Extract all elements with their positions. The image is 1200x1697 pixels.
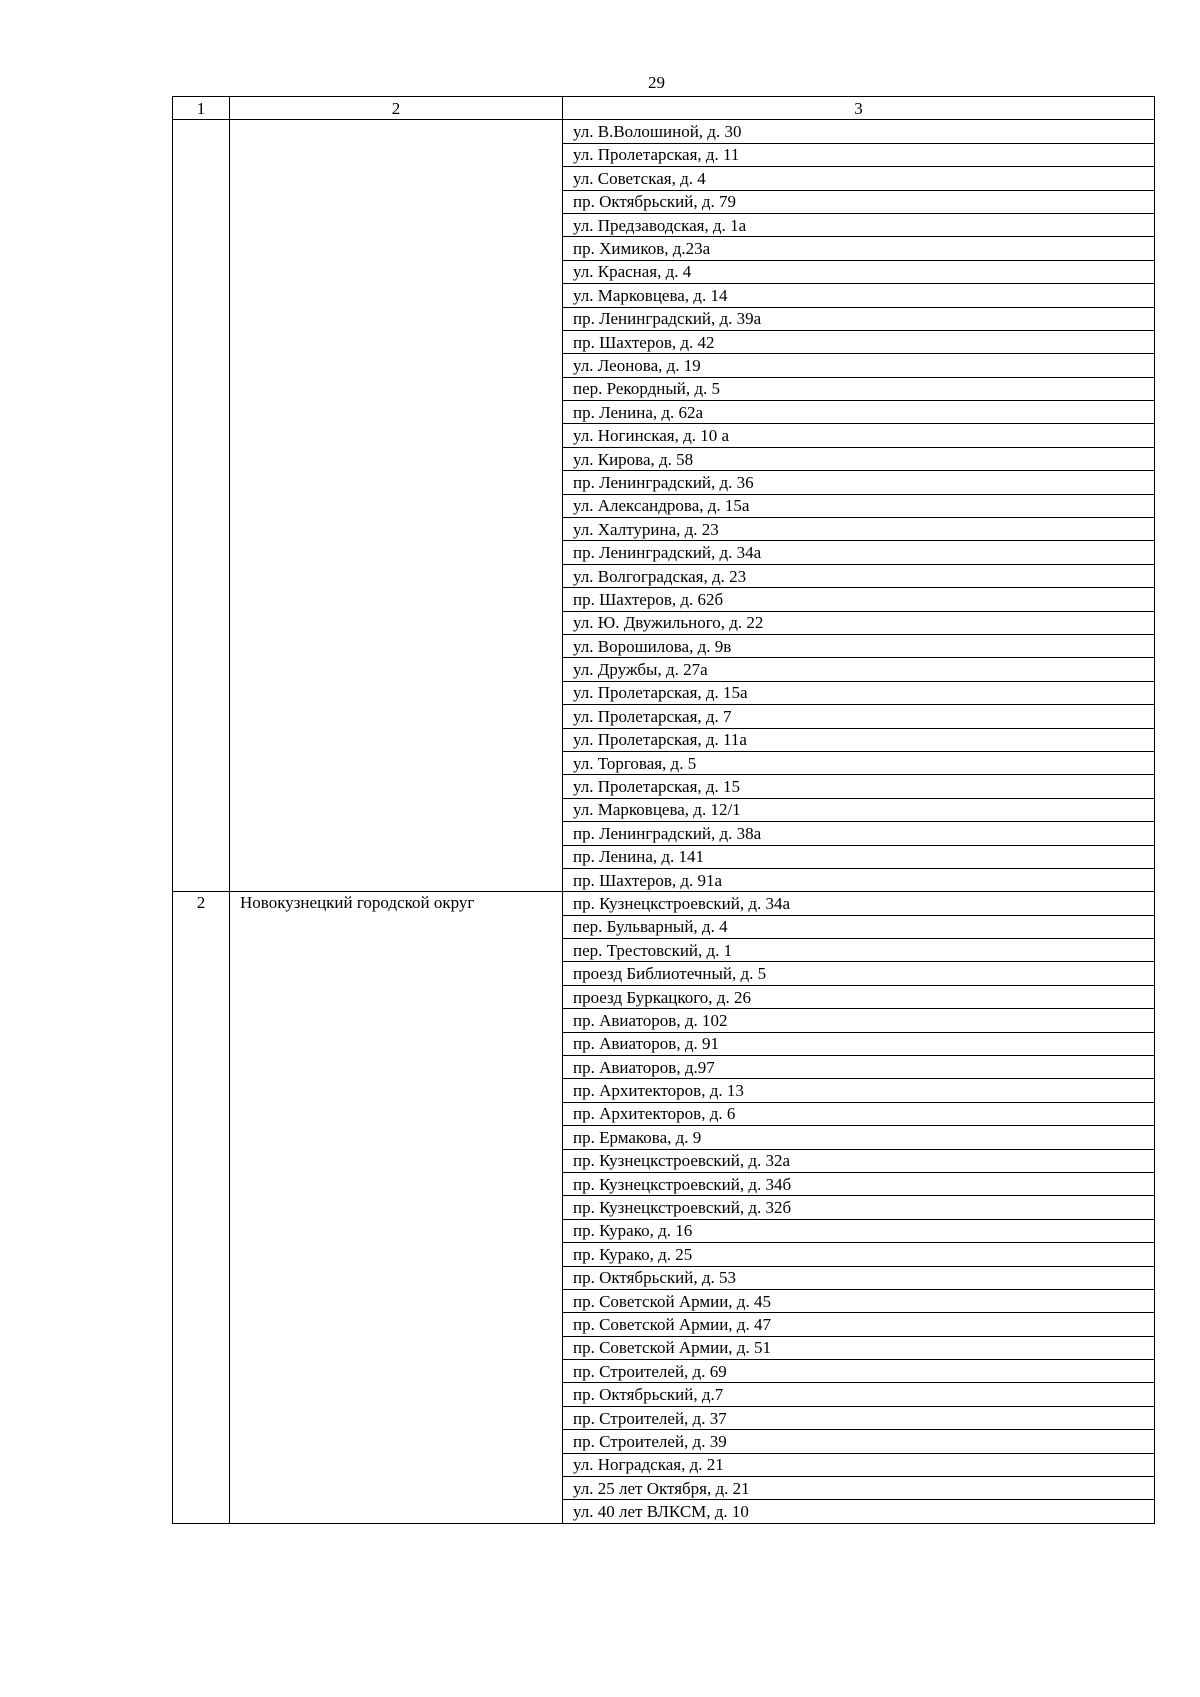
address-cell: пер. Трестовский, д. 1 xyxy=(563,939,1155,962)
address-cell: ул. 25 лет Октября, д. 21 xyxy=(563,1477,1155,1500)
header-col-3: 3 xyxy=(563,97,1155,120)
address-cell: пр. Химиков, д.23а xyxy=(563,237,1155,260)
table-row xyxy=(173,120,1155,143)
address-cell: ул. Леонова, д. 19 xyxy=(563,354,1155,377)
address-cell: пр. Ленинградский, д. 34а xyxy=(563,541,1155,564)
address-cell: ул. Александрова, д. 15а xyxy=(563,494,1155,517)
municipality-name: Новокузнецкий городской округ xyxy=(230,892,563,1524)
address-cell: пр. Шахтеров, д. 62б xyxy=(563,588,1155,611)
address-cell: ул. Кирова, д. 58 xyxy=(563,447,1155,470)
address-cell: пр. Архитекторов, д. 6 xyxy=(563,1102,1155,1125)
address-cell: ул. В.Волошиной, д. 30 xyxy=(563,120,1155,143)
address-cell: ул. Пролетарская, д. 7 xyxy=(563,705,1155,728)
address-cell: пр. Советской Армии, д. 45 xyxy=(563,1289,1155,1312)
address-cell: ул. Дружбы, д. 27а xyxy=(563,658,1155,681)
address-cell: проезд Буркацкого, д. 26 xyxy=(563,985,1155,1008)
address-cell: пр. Советской Армии, д. 51 xyxy=(563,1336,1155,1359)
address-cell: ул. Пролетарская, д. 11а xyxy=(563,728,1155,751)
address-cell: пер. Бульварный, д. 4 xyxy=(563,915,1155,938)
address-cell: пр. Ленина, д. 141 xyxy=(563,845,1155,868)
municipality-name xyxy=(230,120,563,892)
address-cell: ул. Пролетарская, д. 15а xyxy=(563,681,1155,704)
address-cell: пр. Авиаторов, д. 102 xyxy=(563,1009,1155,1032)
address-cell: пр. Октябрьский, д. 79 xyxy=(563,190,1155,213)
address-cell: ул. Пролетарская, д. 15 xyxy=(563,775,1155,798)
address-cell: ул. Торговая, д. 5 xyxy=(563,751,1155,774)
address-cell: ул. Пролетарская, д. 11 xyxy=(563,143,1155,166)
header-col-2: 2 xyxy=(230,97,563,120)
address-cell: пр. Октябрьский, д.7 xyxy=(563,1383,1155,1406)
address-cell: ул. 40 лет ВЛКСМ, д. 10 xyxy=(563,1500,1155,1523)
address-cell: пр. Курако, д. 16 xyxy=(563,1219,1155,1242)
address-cell: пр. Ермакова, д. 9 xyxy=(563,1126,1155,1149)
address-cell: пер. Рекордный, д. 5 xyxy=(563,377,1155,400)
address-cell: пр. Ленинградский, д. 38а xyxy=(563,822,1155,845)
address-cell: пр. Строителей, д. 69 xyxy=(563,1360,1155,1383)
header-col-1: 1 xyxy=(173,97,230,120)
address-table xyxy=(172,96,1155,1524)
address-cell: ул. Ногинская, д. 10 а xyxy=(563,424,1155,447)
address-cell: пр. Ленинградский, д. 36 xyxy=(563,471,1155,494)
address-cell: ул. Ворошилова, д. 9в xyxy=(563,634,1155,657)
header-row xyxy=(173,97,1155,120)
address-cell: пр. Кузнецкстроевский, д. 32б xyxy=(563,1196,1155,1219)
address-cell: пр. Строителей, д. 37 xyxy=(563,1406,1155,1429)
address-cell: пр. Кузнецкстроевский, д. 34б xyxy=(563,1172,1155,1195)
group-number: 2 xyxy=(173,892,230,1524)
address-cell: пр. Кузнецкстроевский, д. 32а xyxy=(563,1149,1155,1172)
address-cell: ул. Марковцева, д. 12/1 xyxy=(563,798,1155,821)
address-cell: пр. Авиаторов, д.97 xyxy=(563,1056,1155,1079)
page-number: 29 xyxy=(648,73,665,92)
address-cell: ул. Марковцева, д. 14 xyxy=(563,284,1155,307)
address-cell: пр. Авиаторов, д. 91 xyxy=(563,1032,1155,1055)
table-row xyxy=(173,892,1155,915)
address-cell: ул. Ю. Двужильного, д. 22 xyxy=(563,611,1155,634)
address-cell: пр. Строителей, д. 39 xyxy=(563,1430,1155,1453)
address-cell: пр. Шахтеров, д. 42 xyxy=(563,330,1155,353)
address-cell: пр. Октябрьский, д. 53 xyxy=(563,1266,1155,1289)
address-cell: ул. Ноградская, д. 21 xyxy=(563,1453,1155,1476)
address-cell: пр. Ленина, д. 62а xyxy=(563,401,1155,424)
address-cell: пр. Советской Армии, д. 47 xyxy=(563,1313,1155,1336)
address-cell: пр. Шахтеров, д. 91а xyxy=(563,868,1155,891)
address-cell: пр. Кузнецкстроевский, д. 34а xyxy=(563,892,1155,915)
address-cell: ул. Халтурина, д. 23 xyxy=(563,518,1155,541)
address-cell: ул. Предзаводская, д. 1а xyxy=(563,213,1155,236)
group-number xyxy=(173,120,230,892)
address-cell: пр. Курако, д. 25 xyxy=(563,1243,1155,1266)
address-cell: ул. Волгоградская, д. 23 xyxy=(563,564,1155,587)
address-cell: проезд Библиотечный, д. 5 xyxy=(563,962,1155,985)
address-cell: ул. Красная, д. 4 xyxy=(563,260,1155,283)
address-cell: ул. Советская, д. 4 xyxy=(563,167,1155,190)
address-cell: пр. Ленинградский, д. 39а xyxy=(563,307,1155,330)
address-cell: пр. Архитекторов, д. 13 xyxy=(563,1079,1155,1102)
